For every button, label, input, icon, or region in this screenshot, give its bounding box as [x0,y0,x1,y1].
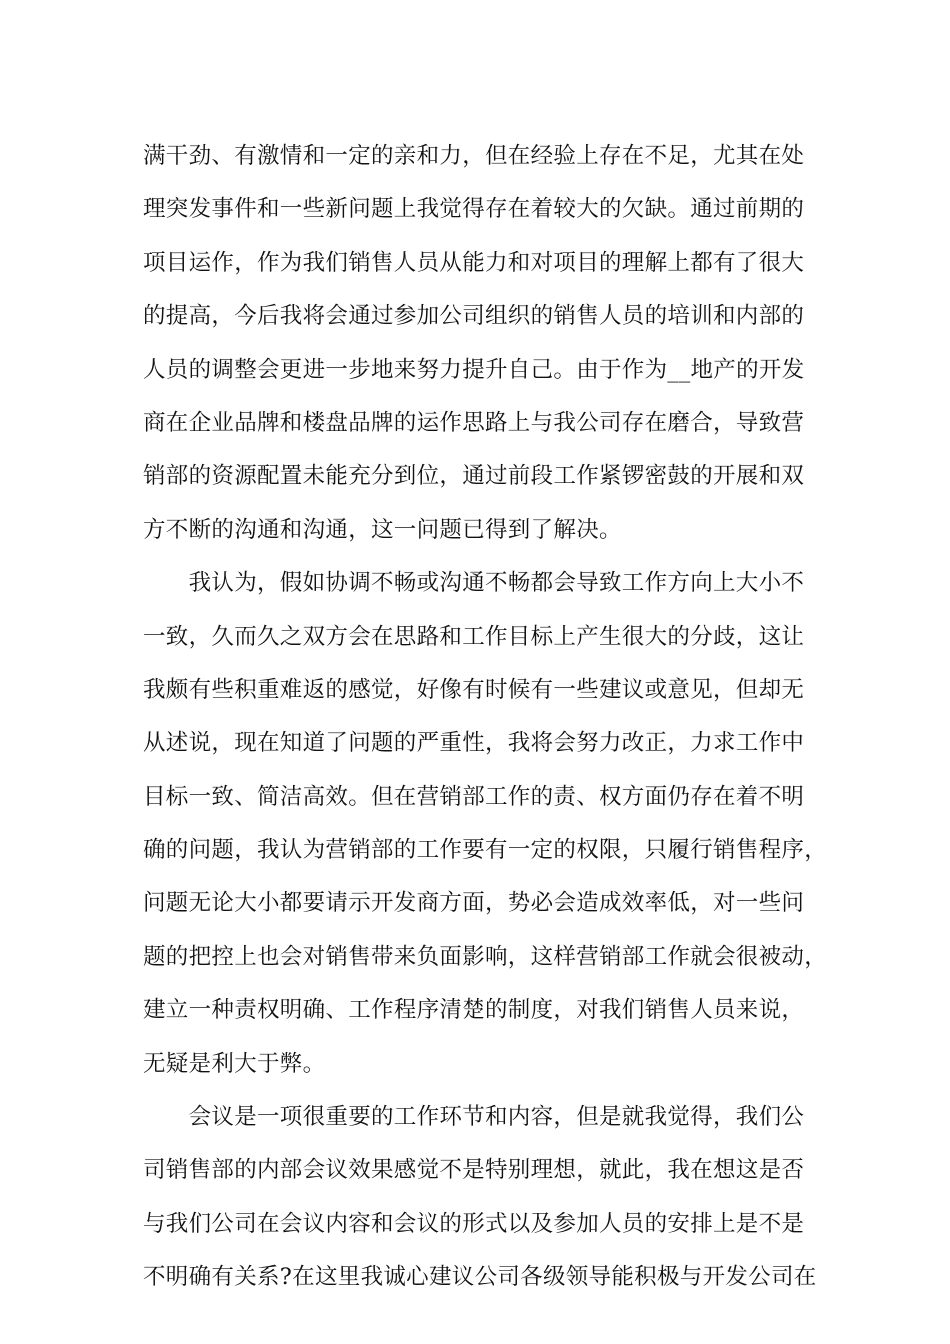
text-line: 人员的调整会更进一步地来努力提升自己。由于作为__地产的开发 [143,356,805,383]
text-line: 项目运作，作为我们销售人员从能力和对项目的理解上都有了很大 [143,249,805,276]
text-line: 我颇有些积重难返的感觉，好像有时候有一些建议或意见，但却无 [143,676,805,703]
text-line: 建立一种责权明确、工作程序清楚的制度，对我们销售人员来说， [143,997,805,1024]
text-line: 司销售部的内部会议效果感觉不是特别理想，就此，我在想这是否 [143,1157,805,1184]
text-line: 销部的资源配置未能充分到位，通过前段工作紧锣密鼓的开展和双 [143,463,805,490]
text-line: 问题无论大小都要请示开发商方面，势必会造成效率低，对一些问 [143,890,805,917]
text-line: 方不断的沟通和沟通，这一问题已得到了解决。 [143,516,622,543]
text-line: 满干劲、有激情和一定的亲和力，但在经验上存在不足，尤其在处 [143,143,805,169]
text-line: 与我们公司在会议内容和会议的形式以及参加人员的安排上是不是 [143,1210,805,1237]
text-line: 确的问题，我认为营销部的工作要有一定的权限，只履行销售程序， [143,837,828,864]
text-line: 从述说，现在知道了问题的严重性，我将会努力改正，力求工作中 [143,730,805,757]
document-body [143,130,833,1305]
text-line: 我认为，假如协调不畅或沟通不畅都会导致工作方向上大小不 [143,570,805,597]
text-line: 的提高，今后我将会通过参加公司组织的销售人员的培训和内部的 [143,303,805,330]
text-line: 一致，久而久之双方会在思路和工作目标上产生很大的分歧，这让 [143,623,805,650]
text-line: 题的把控上也会对销售带来负面影响，这样营销部工作就会很被动， [143,943,828,970]
text-line: 会议是一项很重要的工作环节和内容，但是就我觉得，我们公 [143,1104,805,1131]
text-line: 目标一致、简洁高效。但在营销部工作的责、权方面仍存在着不明 [143,783,805,810]
text-line: 不明确有关系?在这里我诚心建议公司各级领导能积极与开发公司在 [143,1264,817,1291]
text-line: 商在企业品牌和楼盘品牌的运作思路上与我公司存在磨合，导致营 [143,409,805,436]
text-line: 理突发事件和一些新问题上我觉得存在着较大的欠缺。通过前期的 [143,196,805,223]
text-line: 无疑是利大于弊。 [143,1050,326,1077]
